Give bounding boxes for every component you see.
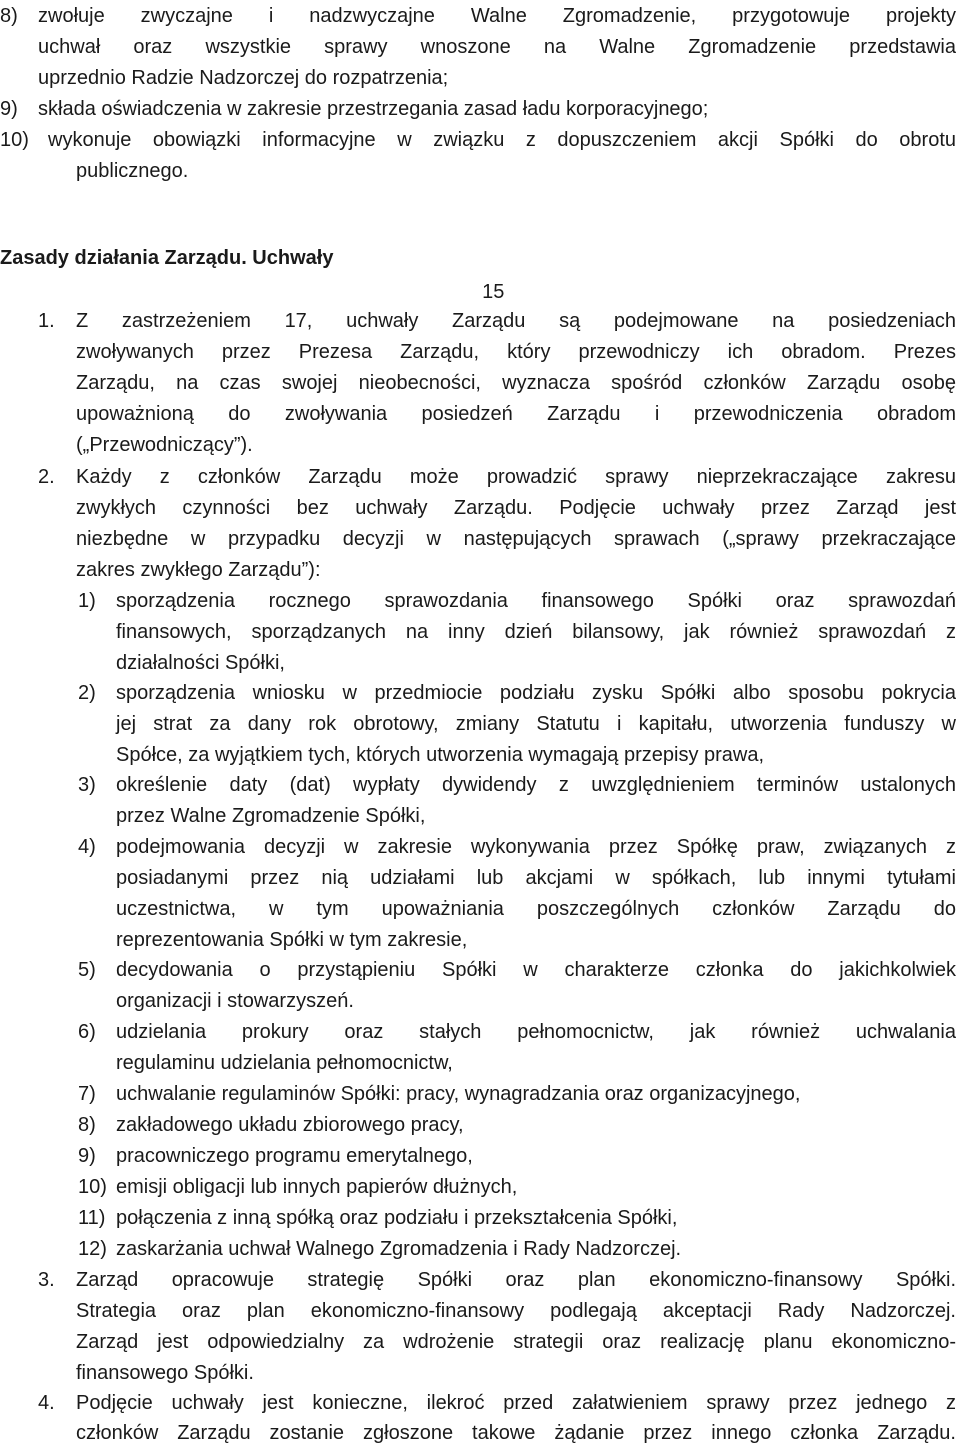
sub-item-number: 12)	[78, 1238, 107, 1260]
sub-item-number: 5)	[78, 959, 96, 981]
list-item-text: uchwał oraz wszystkie sprawy wnoszone na Walne Zgromadzenie przedstawia	[38, 36, 956, 58]
point-text: zwoływanych przez Prezesa Zarządu, który przewodniczy ich obradom. Prezes	[76, 341, 956, 363]
list-item-text: zwołuje zwyczajne i nadzwyczajne Walne Zgromadzenie, przygotowuje projekty	[38, 5, 956, 27]
list-item-text: wykonuje obowiązki informacyjne w związku z dopuszczeniem akcji Spółki do obrotu	[48, 129, 956, 151]
point-text: Podjęcie uchwały jest konieczne, ilekroć przed załatwieniem sprawy przez jednego z	[76, 1392, 956, 1414]
section-title: Zasady działania Zarządu. Uchwały	[0, 247, 334, 269]
point-text: zakres zwykłego Zarządu”):	[76, 559, 321, 581]
sub-item-text: posiadanymi przez nią udziałami lub akcjami w spółkach, lub innymi tytułami	[116, 867, 956, 889]
sub-item-number: 7)	[78, 1083, 96, 1105]
sub-item-text: zaskarżania uchwał Walnego Zgromadzenia i Rady Nadzorczej.	[116, 1238, 682, 1260]
sub-item-number: 11)	[78, 1207, 106, 1229]
point-text: członków Zarządu zostanie zgłoszone takowe żądanie przez innego członka Zarządu.	[76, 1422, 956, 1444]
paragraph-sign-icon	[459, 281, 465, 303]
sub-item-text: podejmowania decyzji w zakresie wykonywania przez Spółkę praw, związanych z	[116, 836, 956, 858]
point-text: („Przewodniczący”).	[76, 434, 253, 456]
sub-item-number: 3)	[78, 774, 96, 796]
point-text: Zarząd jest odpowiedzialny za wdrożenie strategii oraz realizację planu ekonomiczno-	[76, 1331, 956, 1353]
paragraph-number-value: 15	[482, 281, 505, 303]
list-item-number: 8)	[0, 5, 18, 27]
sub-item-number: 9)	[78, 1145, 96, 1167]
sub-item-number: 4)	[78, 836, 96, 858]
sub-item-text: Spółce, za wyjątkiem tych, których utworzenia wymagają przepisy prawa,	[116, 744, 765, 766]
sub-item-number: 2)	[78, 682, 96, 704]
paragraph-number	[459, 280, 504, 304]
point-number: 4.	[38, 1392, 55, 1414]
point-text: upoważnioną do zwoływania posiedzeń Zarządu i przewodniczenia obradom	[76, 403, 956, 425]
sub-item-text: zakładowego układu zbiorowego pracy,	[116, 1114, 464, 1136]
point-text: finansowego Spółki.	[76, 1362, 254, 1384]
sub-item-number: 6)	[78, 1021, 96, 1043]
sub-item-number: 10)	[78, 1176, 107, 1198]
sub-item-text: pracowniczego programu emerytalnego,	[116, 1145, 473, 1167]
sub-item-text: organizacji i stowarzyszeń.	[116, 990, 354, 1012]
list-item-number: 9)	[0, 98, 18, 120]
list-item-text: składa oświadczenia w zakresie przestrzegania zasad ładu korporacyjnego;	[38, 98, 709, 120]
sub-item-text: reprezentowania Spółki w tym zakresie,	[116, 929, 468, 951]
sub-item-text: decydowania o przystąpieniu Spółki w charakterze członka do jakichkolwiek	[116, 959, 956, 981]
point-text: Strategia oraz plan ekonomiczno-finansowy podlegają akceptacji Rady Nadzorczej.	[76, 1300, 956, 1322]
sub-item-text: połączenia z inną spółką oraz podziału i przekształcenia Spółki,	[116, 1207, 678, 1229]
point-text: Każdy z członków Zarządu może prowadzić sprawy nieprzekraczające zakresu	[76, 466, 956, 488]
point-number: 1.	[38, 310, 55, 332]
sub-item-text: emisji obligacji lub innych papierów dłużnych,	[116, 1176, 518, 1198]
sub-item-number: 1)	[78, 590, 96, 612]
sub-item-text: przez Walne Zgromadzenie Spółki,	[116, 805, 426, 827]
sub-item-text: regulaminu udzielania pełnomocnictw,	[116, 1052, 453, 1074]
sub-item-text: uczestnictwa, w tym upoważniania poszczególnych członków Zarządu do	[116, 898, 956, 920]
sub-item-number: 8)	[78, 1114, 96, 1136]
point-text: Zarząd opracowuje strategię Spółki oraz plan ekonomiczno-finansowy Spółki.	[76, 1269, 956, 1291]
list-item-number: 10)	[0, 129, 29, 151]
sub-item-text: uchwalanie regulaminów Spółki: pracy, wynagradzania oraz organizacyjnego,	[116, 1083, 801, 1105]
point-number: 2.	[38, 466, 55, 488]
list-item-text: uprzednio Radzie Nadzorczej do rozpatrzenia;	[38, 67, 449, 89]
list-item-text: publicznego.	[76, 160, 189, 182]
sub-item-text: jej strat za dany rok obrotowy, zmiany Statutu i kapitału, utworzenia funduszy w	[116, 713, 956, 735]
point-text: Zarządu, na czas swojej nieobecności, wyznacza spośród członków Zarządu osobę	[76, 372, 956, 394]
sub-item-text: działalności Spółki,	[116, 652, 285, 674]
sub-item-text: określenie daty (dat) wypłaty dywidendy z uwzględnieniem terminów ustalonych	[116, 774, 956, 796]
point-text: zwykłych czynności bez uchwały Zarządu. Podjęcie uchwały przez Zarząd jest	[76, 497, 956, 519]
sub-item-text: sporządzenia wniosku w przedmiocie podziału zysku Spółki albo sposobu pokrycia	[116, 682, 956, 704]
point-number: 3.	[38, 1269, 55, 1291]
sub-item-text: sporządzenia rocznego sprawozdania finansowego Spółki oraz sprawozdań	[116, 590, 956, 612]
point-text: niezbędne w przypadku decyzji w następujących sprawach („sprawy przekraczające	[76, 528, 956, 550]
point-text: Z zastrzeżeniem 17, uchwały Zarządu są podejmowane na posiedzeniach	[76, 310, 956, 332]
sub-item-text: finansowych, sporządzanych na inny dzień bilansowy, jak również sprawozdań z	[116, 621, 956, 643]
sub-item-text: udzielania prokury oraz stałych pełnomocnictw, jak również uchwalania	[116, 1021, 956, 1043]
